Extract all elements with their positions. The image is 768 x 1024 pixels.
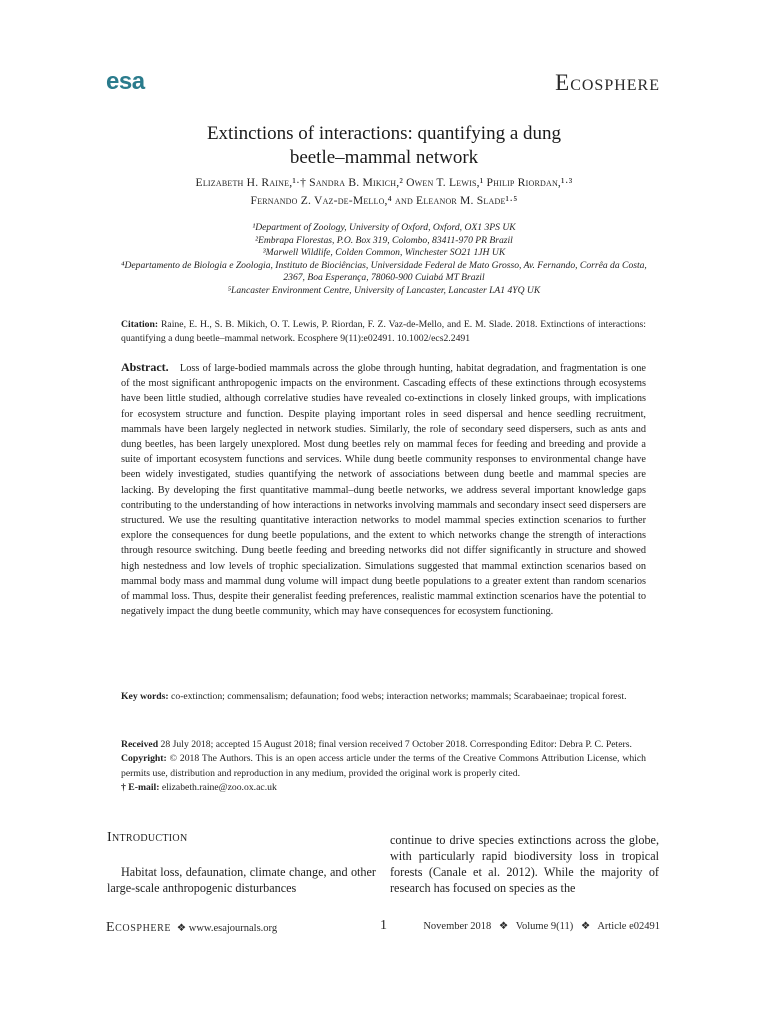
- affiliation-1: ¹Department of Zoology, University of Oxford, Oxford, OX1 3PS UK: [252, 222, 516, 233]
- abstract-label: Abstract.: [121, 360, 169, 374]
- title-line-1: Extinctions of interactions: quantifying a dung: [206, 123, 562, 144]
- citation-text: Raine, E. H., S. B. Mikich, O. T. Lewis, P. Riordan, F. Z. Vaz-de-Mello, and E. M. Slade. 2018. Extinctions of interactions: quantifying a dung beetle–mammal network. Ecosphere 9(11):e02491. 10.1002/ecs2.2491: [121, 319, 646, 344]
- affiliation-2: ²Embrapa Florestas, P.O. Box 319, Colombo, 83411-970 PR Brazil: [255, 234, 513, 246]
- footer-site-link[interactable]: www.esajournals.org: [188, 923, 278, 934]
- affiliation-4-cont: 2367, Boa Esperança, 78060-900 Cuiabá MT Brazil: [283, 272, 485, 284]
- copyright-label: Copyright:: [121, 753, 167, 765]
- citation-block: [121, 318, 646, 346]
- footer-journal-site: [106, 920, 277, 936]
- footer-volume: Volume 9(11): [515, 921, 574, 932]
- author-line-2: Fernando Z. Vaz-de-Mello,⁴ and Eleanor M. Slade¹·⁵: [250, 194, 518, 207]
- introduction-heading: Introduction: [107, 830, 188, 845]
- abstract-block: [121, 360, 646, 619]
- affiliations: [0, 222, 768, 298]
- author-line-1: Elizabeth H. Raine,¹·† Sandra B. Mikich,² Owen T. Lewis,¹ Philip Riordan,¹·³: [195, 176, 573, 189]
- received-text: 28 July 2018; accepted 15 August 2018; final version received 7 October 2018. Corresponding Editor: Debra P. C. Peters.: [160, 739, 632, 750]
- esa-logo: esa: [106, 68, 145, 95]
- keywords-block: [121, 690, 646, 704]
- keywords-text: co-extinction; commensalism; defaunation; food webs; interaction networks; mammals; Scarabaeinae; tropical forest.: [171, 691, 627, 702]
- footer-date: November 2018: [423, 921, 492, 932]
- footer-separator-icon: ❖: [176, 923, 187, 934]
- affiliation-5: ⁵Lancaster Environment Centre, University of Lancaster, Lancaster LA1 4YQ UK: [227, 284, 541, 296]
- footer-issue-info: [423, 920, 660, 932]
- introduction-left-column: Habitat loss, defaunation, climate change, and other large-scale anthropogenic disturbances: [107, 865, 376, 895]
- footer-journal: Ecosphere: [106, 920, 172, 935]
- email-line: [121, 781, 646, 795]
- email-label: † E-mail:: [121, 781, 160, 793]
- keywords-label: Key words:: [121, 691, 169, 702]
- journal-name: Ecosphere: [555, 70, 660, 95]
- email-link[interactable]: elizabeth.raine@zoo.ox.ac.uk: [161, 781, 277, 793]
- page-number: 1: [380, 918, 387, 933]
- introduction-right-column: continue to drive species extinctions across the globe, with particularly rapid biodiversity loss in tropical forests (Canale et al. 2012). While the majority of research has focused on species as the: [390, 833, 659, 895]
- affiliation-3: ³Marwell Wildlife, Colden Common, Winchester SO21 1JH UK: [262, 247, 506, 259]
- footer-separator-icon: ❖: [498, 921, 509, 932]
- received-label: Received: [121, 739, 159, 750]
- copyright-line: [121, 752, 646, 781]
- citation-label: Citation:: [121, 319, 159, 330]
- received-line: [121, 738, 646, 752]
- footer-article: Article e02491: [597, 921, 660, 932]
- article-title: [0, 122, 768, 170]
- title-line-2: beetle–mammal network: [289, 147, 479, 168]
- author-list: [0, 174, 768, 210]
- footer-separator-icon: ❖: [580, 921, 591, 932]
- copyright-text: © 2018 The Authors. This is an open access article under the terms of the Creative Commons Attribution License, which permits use, distribution and reproduction in any medium, provided the original work is properly cited.: [121, 753, 646, 779]
- affiliation-4: ⁴Departamento de Biologia e Zoologia, Instituto de Biociências, Universidade Federal de Mato Grosso, Av. Fernando, Corrêa da Costa,: [121, 259, 647, 271]
- publication-info: [121, 738, 646, 795]
- abstract-text: Loss of large-bodied mammals across the globe through hunting, habitat degradation, and fragmentation is one of the most significant anthropogenic impacts on the environment. Cascading effects of these extinctions through ecosystems have been little studied, although correlative studies have revealed co-extinctions in closely linked groups, with implications for ecosystem structure and function. Despite playing important roles in seed dispersal and hence seedling recruitment, mammals have been largely neglected in network studies. Similarly, the role of secondary seed dispersers, such as ants and dung beetles, has been largely unexplored. Most dung beetles rely on mammal feces for feeding and breeding and provide a suite of important ecosystem functions and services. While dung beetle community responses to environmental change have been widely investigated, studies quantifying the network of associations between dung beetle and mammal species are lacking. By developing the first quantitative mammal–dung beetle networks, we address several important knowledge gaps contributing to the understanding of how interactions in networks involving mammals and secondary insect seed dispersers are structured. We use the resulting quantitative interaction networks to model mammal species extinction scenarios to further explore the consequences for dung beetle populations, and the extent to which networks change the strength of interactions through resource switching. Dung beetle feeding and breeding networks did not differ significantly in structure and showed high nestedness and low levels of trophic specialization. Simulations suggested that mammal extinction scenarios based on mammal body mass and mammal dung volume will impact dung beetle populations to a greater extent than random scenarios of mammal loss. Thus, despite their generalist feeding preferences, realistic mammal extinction scenarios have the potential to negatively impact the dung beetle community, which may have consequences for ecosystem functioning.: [121, 363, 647, 618]
